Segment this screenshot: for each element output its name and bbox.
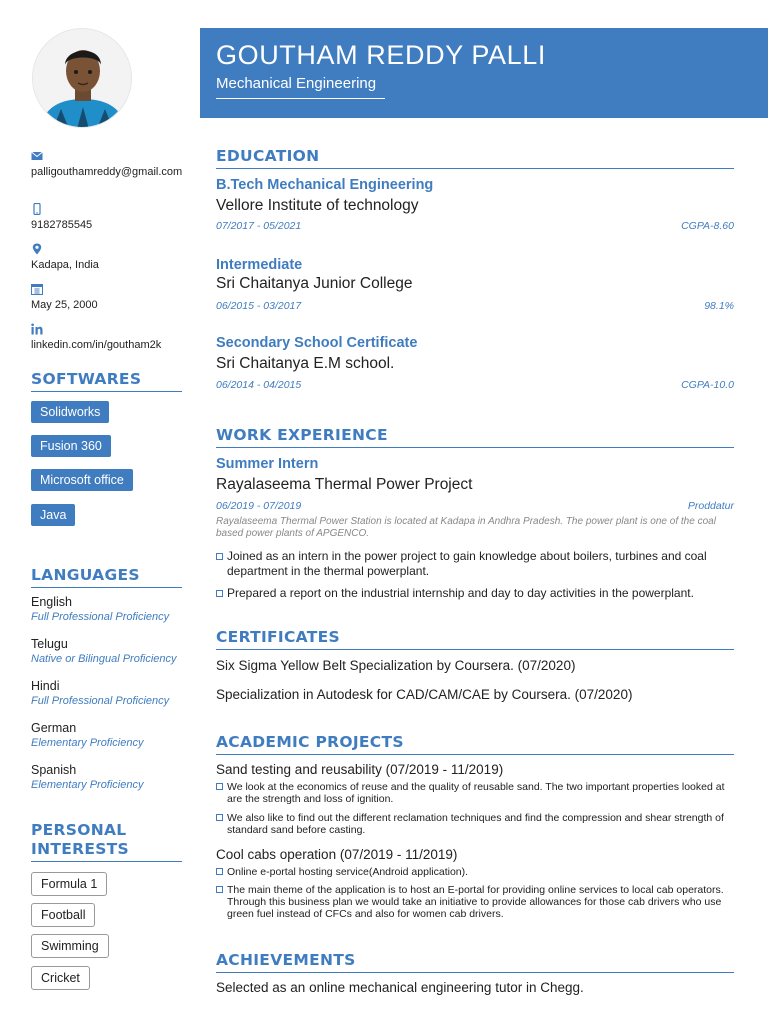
language-level: Full Professional Proficiency: [31, 611, 170, 623]
interest-tag: Football: [31, 903, 95, 927]
language-name: Hindi: [31, 679, 60, 693]
birthday-text: May 25, 2000: [31, 299, 98, 311]
education-score: CGPA-10.0: [681, 379, 734, 391]
achievements-heading: ACHIEVEMENTS: [216, 951, 734, 973]
language-name: English: [31, 595, 72, 609]
language-name: Telugu: [31, 637, 68, 651]
education-dates: 07/2017 - 05/2021: [216, 220, 302, 232]
profile-photo: [32, 28, 132, 128]
project-title: Cool cabs operation (07/2019 - 11/2019): [216, 847, 458, 862]
project-title: Sand testing and reusability (07/2019 - 11/2019): [216, 762, 504, 777]
work-role: Summer Intern: [216, 456, 319, 472]
interests-heading-line-2: INTERESTS: [31, 840, 130, 858]
language-level: Elementary Proficiency: [31, 737, 144, 749]
softwares-heading: SOFTWARES: [31, 370, 182, 392]
language-name: Spanish: [31, 763, 77, 777]
software-tag: Solidworks: [31, 401, 109, 423]
interests-heading-line-1: PERSONAL: [31, 821, 127, 839]
education-school: Sri Chaitanya Junior College: [216, 275, 413, 292]
work-location: Proddatur: [687, 500, 734, 512]
work-experience-heading: WORK EXPERIENCE: [216, 426, 734, 448]
work-dates: 06/2019 - 07/2019: [216, 500, 302, 512]
interest-tag: Swimming: [31, 934, 109, 958]
work-description: Rayalaseema Thermal Power Station is located at Kadapa in Andhra Pradesh. The power plant is one of the coal based power plants of APGENCO.: [216, 516, 716, 539]
language-level: Elementary Proficiency: [31, 779, 144, 791]
project-bullet: The main theme of the application is to host an E-portal for providing online services to local cab operators. Through this business plan we would take an initiative to provide allowances for those cab drivers who use green fuel instead of CFCs and also for women cab drivers.: [216, 884, 738, 920]
work-bullet: Joined as an intern in the power project to gain knowledge about boilers, turbines and coal department in the thermal powerplant.: [216, 549, 738, 579]
education-dates: 06/2015 - 03/2017: [216, 300, 302, 312]
contact-location: [31, 243, 186, 272]
education-school: Sri Chaitanya E.M school.: [216, 355, 395, 372]
education-degree: B.Tech Mechanical Engineering: [216, 177, 434, 193]
education-dates: 06/2014 - 04/2015: [216, 379, 302, 391]
email-icon: [31, 150, 43, 162]
contact-linkedin[interactable]: [31, 323, 186, 352]
phone-icon: [31, 203, 43, 215]
email-text: palligouthamreddy@gmail.com: [31, 166, 183, 178]
language-item: [31, 679, 191, 708]
education-score: 98.1%: [704, 300, 734, 312]
candidate-role: Mechanical Engineering: [216, 75, 377, 92]
languages-heading: LANGUAGES: [31, 566, 182, 588]
education-heading: EDUCATION: [216, 147, 734, 169]
language-item: [31, 763, 191, 792]
linkedin-icon: [31, 323, 43, 335]
software-tag: Fusion 360: [31, 435, 111, 457]
candidate-name: GOUTHAM REDDY PALLI: [216, 40, 546, 70]
software-tag: Java: [31, 504, 75, 526]
language-level: Full Professional Proficiency: [31, 695, 170, 707]
project-bullet: We look at the economics of reuse and the quality of reusable sand. The two important properties looked at are the strength and loss of ignition.: [216, 781, 738, 805]
resume-header: [200, 28, 768, 118]
location-text: Kadapa, India: [31, 259, 99, 271]
header-underline: [216, 98, 385, 99]
language-level: Native or Bilingual Proficiency: [31, 653, 177, 665]
academic-projects-heading: ACADEMIC PROJECTS: [216, 733, 734, 755]
contact-birthday: [31, 283, 186, 312]
contact-phone: [31, 203, 186, 232]
interest-tag: Cricket: [31, 966, 90, 990]
language-item: [31, 721, 191, 750]
work-company: Rayalaseema Thermal Power Project: [216, 476, 473, 493]
education-school: Vellore Institute of technology: [216, 197, 419, 214]
education-score: CGPA-8.60: [681, 220, 734, 232]
phone-text: 9182785545: [31, 219, 93, 231]
language-name: German: [31, 721, 77, 735]
certificate-item: Specialization in Autodesk for CAD/CAM/CAE by Coursera. (07/2020): [216, 687, 633, 702]
personal-interests-heading: [31, 821, 182, 862]
education-degree: Intermediate: [216, 257, 303, 273]
profile-photo-image: [33, 29, 132, 128]
contact-email[interactable]: [31, 150, 186, 179]
education-degree: Secondary School Certificate: [216, 335, 418, 351]
linkedin-text: linkedin.com/in/goutham2k: [31, 339, 162, 351]
certificates-heading: CERTIFICATES: [216, 628, 734, 650]
location-pin-icon: [31, 243, 43, 255]
project-bullet: Online e-portal hosting service(Android application).: [216, 866, 738, 878]
interest-tag: Formula 1: [31, 872, 107, 896]
achievement-item: Selected as an online mechanical engineering tutor in Chegg.: [216, 980, 584, 995]
calendar-icon: [31, 283, 43, 295]
work-bullet: Prepared a report on the industrial internship and day to day activities in the powerplant.: [216, 586, 738, 601]
language-item: [31, 595, 191, 624]
language-item: [31, 637, 191, 666]
software-tag: Microsoft office: [31, 469, 133, 491]
project-bullet: We also like to find out the different reclamation techniques and find the compression and shear strength of standard sand before casting.: [216, 812, 738, 836]
certificate-item: Six Sigma Yellow Belt Specialization by Coursera. (07/2020): [216, 658, 576, 673]
